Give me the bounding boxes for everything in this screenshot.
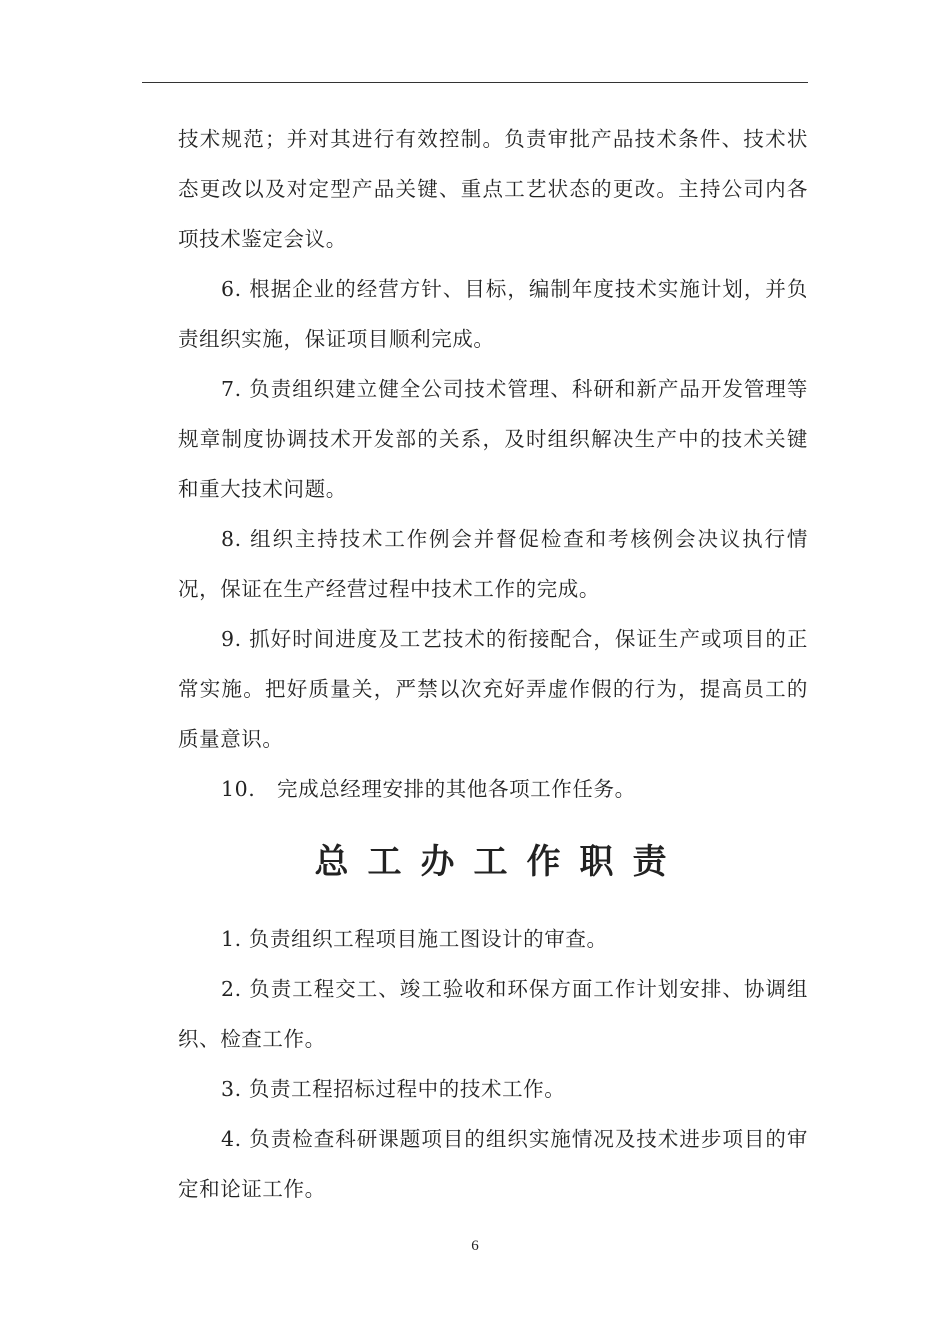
paragraph-item-7: 7. 负责组织建立健全公司技术管理、科研和新产品开发管理等规章制度协调技术开发部的关系，及时组织解决生产中的技术关键和重大技术问题。 bbox=[178, 377, 808, 501]
paragraph-item-8: 8. 组织主持技术工作例会并督促检查和考核例会决议执行情况，保证在生产经营过程中技术工作的完成。 bbox=[178, 527, 808, 601]
item-10-text: 完成总经理安排的其他各项工作任务。 bbox=[277, 777, 636, 801]
paragraph-duty-3: 3. 负责工程招标过程中的技术工作。 bbox=[221, 1077, 566, 1101]
paragraph-duty-1: 1. 负责组织工程项目施工图设计的审查。 bbox=[221, 927, 608, 951]
paragraph-item-10 bbox=[178, 764, 808, 814]
paragraph-continuation: 技术规范；并对其进行有效控制。负责审批产品技术条件、技术状态更改以及对定型产品关键、重点工艺状态的更改。主持公司内各项技术鉴定会议。 bbox=[178, 127, 808, 251]
header-rule bbox=[142, 82, 808, 83]
top-paragraphs bbox=[178, 114, 808, 764]
paragraph-duty-4: 4. 负责检查科研课题项目的组织实施情况及技术进步项目的审定和论证工作。 bbox=[178, 1127, 808, 1201]
item-10-number: 10. bbox=[221, 777, 256, 801]
paragraph-item-6: 6. 根据企业的经营方针、目标，编制年度技术实施计划，并负责组织实施，保证项目顺利完成。 bbox=[178, 277, 808, 351]
section-title: 总工办工作职责 bbox=[314, 842, 686, 882]
paragraph-duty-2: 2. 负责工程交工、竣工验收和环保方面工作计划安排、协调组织、检查工作。 bbox=[178, 977, 808, 1051]
page-number: 6 bbox=[471, 1238, 479, 1254]
document-body bbox=[178, 114, 808, 1214]
paragraph-item-9: 9. 抓好时间进度及工艺技术的衔接配合，保证生产或项目的正常实施。把好质量关，严禁以次充好弄虚作假的行为，提高员工的质量意识。 bbox=[178, 627, 808, 751]
bottom-paragraphs bbox=[178, 914, 808, 1214]
